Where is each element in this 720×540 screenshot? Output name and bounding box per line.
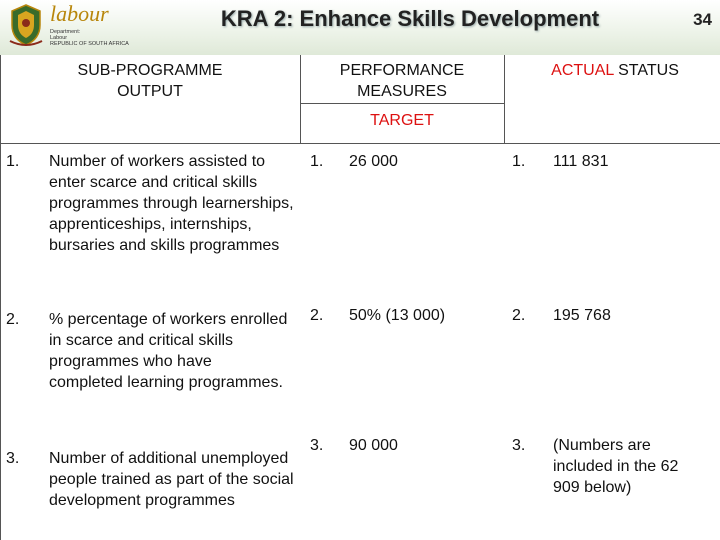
header-performance-measures: PERFORMANCE MEASURES <box>339 62 465 100</box>
department-logo <box>6 3 154 49</box>
kra-table <box>0 55 720 540</box>
logo-wordmark: labour <box>50 1 109 26</box>
left-border <box>0 55 1 540</box>
row-3-status-number: 3. <box>512 437 526 454</box>
page-number: 34 <box>693 10 712 29</box>
row-2-target: 50% (13 000) <box>349 307 446 324</box>
row-2-status: 195 768 <box>553 307 611 324</box>
row-1-output: Number of workers assisted to enter scarce and critical skills programmes through learnerships, apprenticeships, internships, bursaries and skills programmes <box>49 153 294 254</box>
row-1-number: 1. <box>6 153 20 170</box>
row-3-target-number: 3. <box>310 437 324 454</box>
row-2-status-number: 2. <box>512 307 526 324</box>
row-3-number: 3. <box>6 450 20 467</box>
row-1-target-number: 1. <box>310 153 324 170</box>
row-3-target: 90 000 <box>349 437 398 454</box>
row-2-number: 2. <box>6 311 20 328</box>
row-1-target: 26 000 <box>349 153 398 170</box>
col-divider-2 <box>504 55 505 143</box>
slide-title: KRA 2: Enhance Skills Development <box>220 6 600 31</box>
row-3-output: Number of additional unemployed people trained as part of the social development programmes <box>49 450 294 509</box>
header-sub-programme-output: SUB-PROGRAMME OUTPUT <box>77 62 223 100</box>
logo-subtitle: Department: Labour REPUBLIC OF SOUTH AFRICA <box>50 29 129 47</box>
header-bottom-line <box>0 143 720 144</box>
header-target: TARGET <box>370 112 434 129</box>
header-actual-status: ACTUAL STATUS <box>551 62 679 79</box>
slide-header <box>0 0 720 55</box>
row-1-status: 111 831 <box>553 153 609 170</box>
coat-of-arms-icon <box>6 3 46 47</box>
row-3-status: (Numbers are included in the 62 909 below) <box>553 437 679 496</box>
row-2-target-number: 2. <box>310 307 324 324</box>
row-1-status-number: 1. <box>512 153 526 170</box>
row-2-output: % percentage of workers enrolled in scarce and critical skills programmes who have completed learning programmes. <box>49 311 288 391</box>
target-divider <box>300 103 504 104</box>
